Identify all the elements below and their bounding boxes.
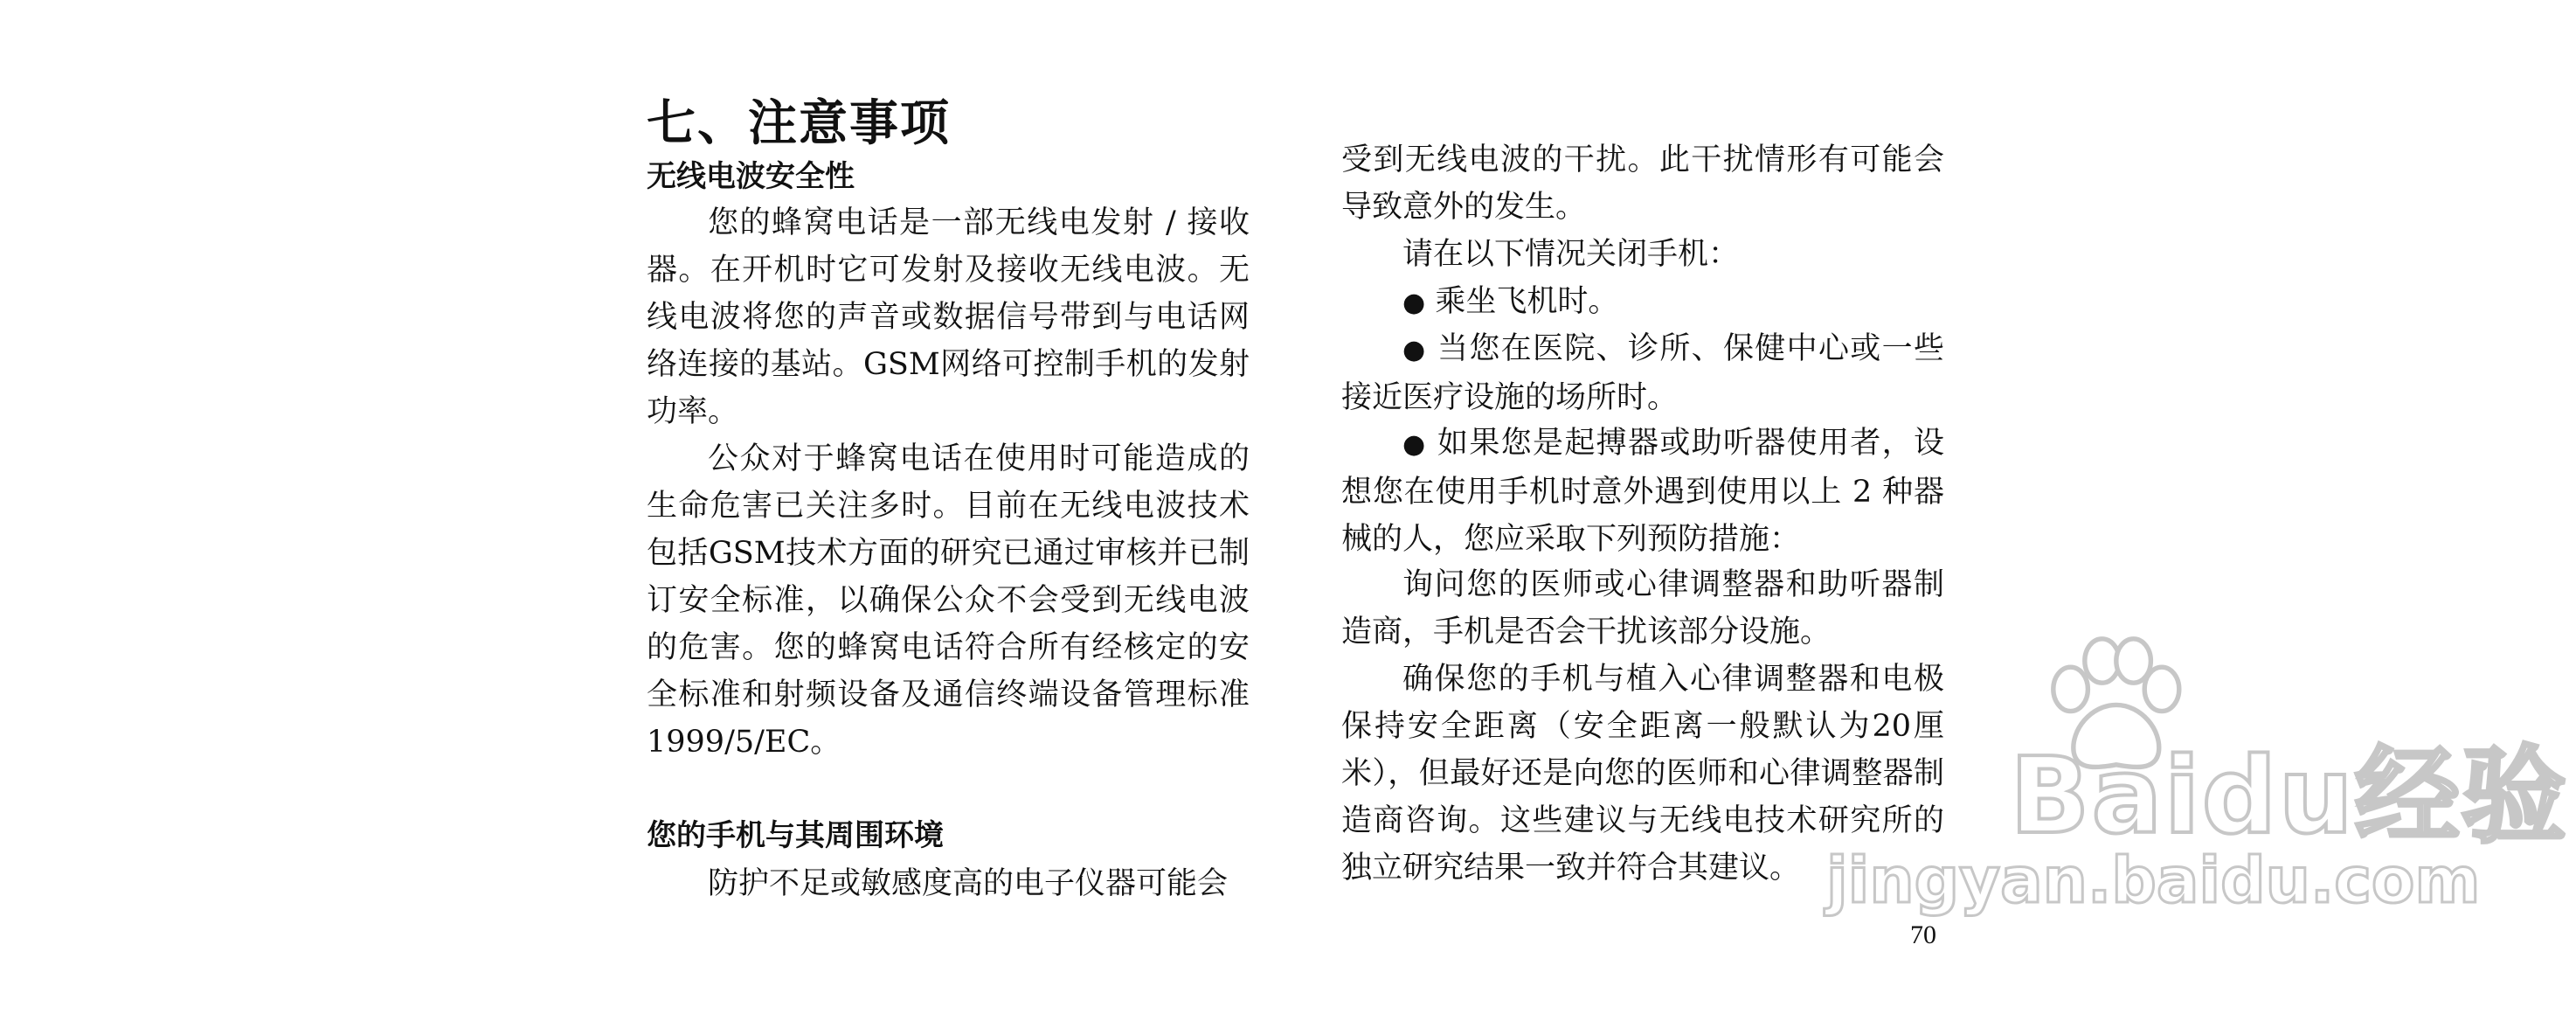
bullet-text: 如果您是起搏器或助听器使用者，设想您在使用手机时意外遇到使用以上 2 种器械的人，您应采取下列预防措施： <box>1341 426 1944 557</box>
bullet-dot: ● <box>1402 288 1426 318</box>
paragraph-radio-intro: 您的蜂窝电话是一部无线电发射 / 接收器。在开机时它可发射及接收无线电波。无线电波将您的声音或数据信号带到与电话网络连接的基站。GSM网络可控制手机的发射功率。 <box>647 205 1250 429</box>
page-number: 70 <box>1910 920 1936 949</box>
paragraph-public-concern: 公众对于蜂窝电话在使用时可能造成的生命危害已关注多时。目前在无线电波技术包括GSM技术方面的研究已通过审核并已制订安全标准，以确保公众不会受到无线电波的危害。您的蜂窝电话符合所有经核定的安全标准和射频设备及通信终端设备管理标准1999/5/EC。 <box>647 441 1250 760</box>
section-title-radio-safety: 无线电波安全性 <box>647 159 855 194</box>
bullet-item-pacemaker <box>1341 420 1944 563</box>
paragraph-environment-intro: 防护不足或敏感度高的电子仪器可能会 <box>708 866 1229 901</box>
chapter-title: 七、注意事项 <box>647 94 951 152</box>
watermark-url-text: jingyan.baidu.com <box>1826 844 2481 917</box>
baidu-jingyan-watermark <box>1826 629 2568 927</box>
bullet-dot: ● <box>1402 429 1427 460</box>
bullet-item-hospital <box>1341 325 1944 421</box>
bullet-text: 乘坐飞机时。 <box>1435 284 1619 319</box>
section-title-environment: 您的手机与其周围环境 <box>647 818 944 853</box>
bullet-dot: ● <box>1402 335 1427 365</box>
bullet-item-airplane <box>1341 278 1944 327</box>
watermark-brand-text: Baidu经验 <box>2010 736 2568 858</box>
paragraph-safe-distance: 确保您的手机与植入心律调整器和电极保持安全距离（安全距离一般默认为20厘米），但最好还是向您的医师和心律调整器制造商咨询。这些建议与无线电技术研究所的独立研究结果一致并符合其建议。 <box>1341 662 1944 886</box>
paragraph-consult-physician: 询问您的医师或心律调整器和助听器制造商，手机是否会干扰该部分设施。 <box>1341 567 1944 649</box>
paragraph-turn-off-intro: 请在以下情况关闭手机： <box>1402 237 1740 272</box>
paragraph-interference-continued: 受到无线电波的干扰。此干扰情形有可能会导致意外的发生。 <box>1341 142 1944 225</box>
bullet-text: 当您在医院、诊所、保健中心或一些接近医疗设施的场所时。 <box>1341 331 1944 415</box>
